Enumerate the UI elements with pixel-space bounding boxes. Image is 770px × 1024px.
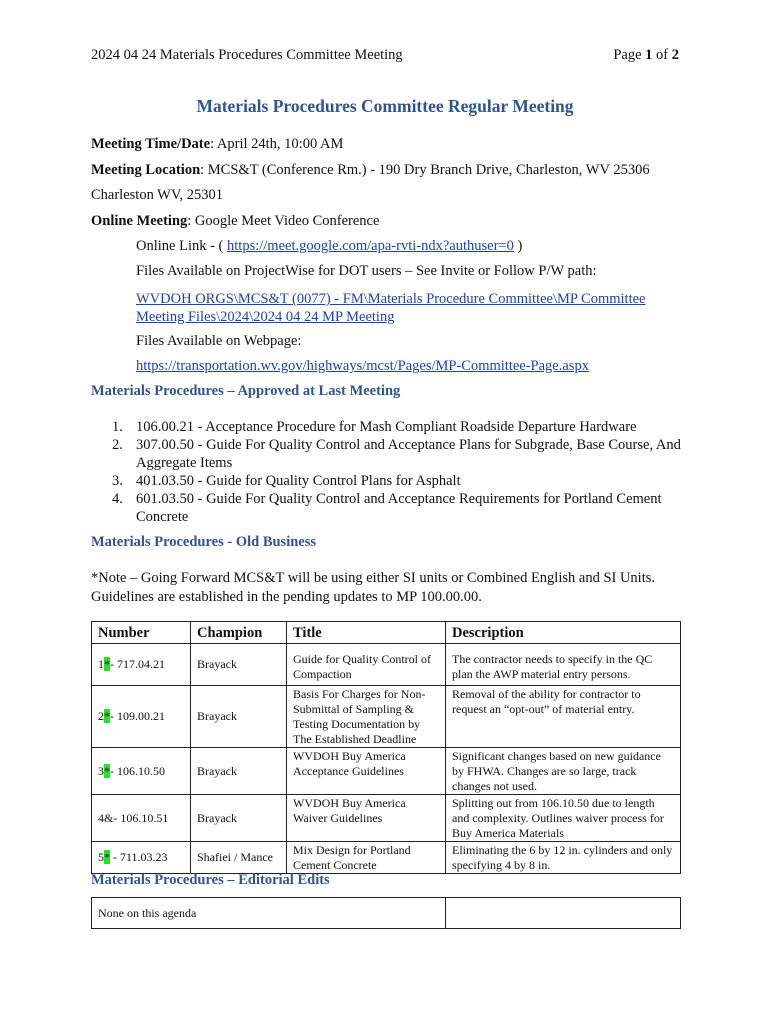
cell-editorial-empty [446, 898, 681, 929]
section-heading-editorial: Materials Procedures – Editorial Edits [91, 872, 330, 888]
running-header-title: 2024 04 24 Materials Procedures Committee Meeting [91, 47, 403, 63]
meeting-time: Meeting Time/Date: April 24th, 10:00 AM [91, 136, 344, 152]
projectwise-path-link[interactable]: WVDOH ORGS\MCS&T (0077) - FM\Materials Procedure Committee\MP Committee Meeting Files\2024\2024 04 24 MP Meeting [136, 291, 646, 325]
editorial-table [91, 897, 681, 929]
units-note: *Note – Going Forward MCS&T will be using either SI units or Combined English and SI Units. Guidelines are established in the pending updates to MP 100.00.00. [91, 570, 656, 605]
cell-description: Significant changes based on new guidance by FHWA. Changes are so large, track changes not used. [446, 748, 681, 795]
table-row [92, 795, 681, 842]
table-header-row [92, 622, 681, 644]
meeting-location: Meeting Location: MCS&T (Conference Rm.) - 190 Dry Branch Drive, Charleston, WV 25306 [91, 162, 650, 178]
page-number: Page 1 of 2 [613, 47, 679, 63]
cell-number: 1*- 717.04.21 [92, 644, 191, 686]
cell-title: WVDOH Buy America Acceptance Guidelines [287, 748, 446, 795]
cell-title: Mix Design for Portland Cement Concrete [287, 842, 446, 874]
cell-description: Eliminating the 6 by 12 in. cylinders and only specifying 4 by 8 in. [446, 842, 681, 874]
list-item: 4. 601.03.50 - Guide For Quality Control and Acceptance Requirements for Portland Cement Concrete [112, 491, 662, 525]
section-heading-old-business: Materials Procedures - Old Business [91, 534, 317, 550]
table-row [92, 842, 681, 874]
cell-title: Guide for Quality Control of Compaction [287, 644, 446, 686]
approved-list [91, 418, 691, 526]
cell-champion: Brayack [191, 748, 287, 795]
cell-champion: Brayack [191, 795, 287, 842]
cell-number: 3*- 106.10.50 [92, 748, 191, 795]
cell-champion: Brayack [191, 644, 287, 686]
meeting-location-line2: Charleston WV, 25301 [91, 187, 223, 203]
cell-number: 4&- 106.10.51 [92, 795, 191, 842]
column-header-title: Title [287, 622, 446, 644]
files-projectwise-text: Files Available on ProjectWise for DOT users – See Invite or Follow P/W path: [136, 263, 597, 279]
cell-champion: Shafiei / Mance [191, 842, 287, 874]
list-item: 2. 307.00.50 - Guide For Quality Control and Acceptance Plans for Subgrade, Base Course, And Aggregate Items [112, 437, 681, 471]
cell-number: 2*- 109.00.21 [92, 686, 191, 748]
online-meeting-link[interactable]: https://meet.google.com/apa-rvti-ndx?authuser=0 [227, 238, 514, 254]
column-header-champion: Champion [191, 622, 287, 644]
cell-title: Basis For Charges for Non-Submittal of Sampling & Testing Documentation by The Established Deadline [287, 686, 446, 748]
cell-description: Removal of the ability for contractor to request an “opt-out” of material entry. [446, 686, 681, 748]
cell-number: 5* - 711.03.23 [92, 842, 191, 874]
cell-title: WVDOH Buy America Waiver Guidelines [287, 795, 446, 842]
list-item: 3. 401.03.50 - Guide for Quality Control Plans for Asphalt [112, 473, 461, 489]
cell-description: The contractor needs to specify in the QC plan the AWP material entry persons. [446, 644, 681, 686]
page-title: Materials Procedures Committee Regular Meeting [196, 96, 574, 116]
files-webpage-text: Files Available on Webpage: [136, 333, 302, 349]
column-header-description: Description [446, 622, 681, 644]
cell-editorial-text: None on this agenda [92, 898, 446, 929]
table-row [92, 748, 681, 795]
online-meeting: Online Meeting: Google Meet Video Conference [91, 213, 380, 229]
webpage-link[interactable]: https://transportation.wv.gov/highways/mcst/Pages/MP-Committee-Page.aspx [136, 358, 589, 374]
section-heading-approved: Materials Procedures – Approved at Last Meeting [91, 383, 401, 399]
column-header-number: Number [92, 622, 191, 644]
old-business-table [91, 621, 681, 874]
list-item: 1. 106.00.21 - Acceptance Procedure for Mash Compliant Roadside Departure Hardware [112, 419, 637, 435]
online-link-line: Online Link - ( https://meet.google.com/apa-rvti-ndx?authuser=0 ) [136, 238, 523, 254]
cell-description: Splitting out from 106.10.50 due to length and complexity. Outlines waiver process for Buy America Materials [446, 795, 681, 842]
cell-champion: Brayack [191, 686, 287, 748]
table-row [92, 686, 681, 748]
table-row [92, 898, 681, 929]
table-row [92, 644, 681, 686]
